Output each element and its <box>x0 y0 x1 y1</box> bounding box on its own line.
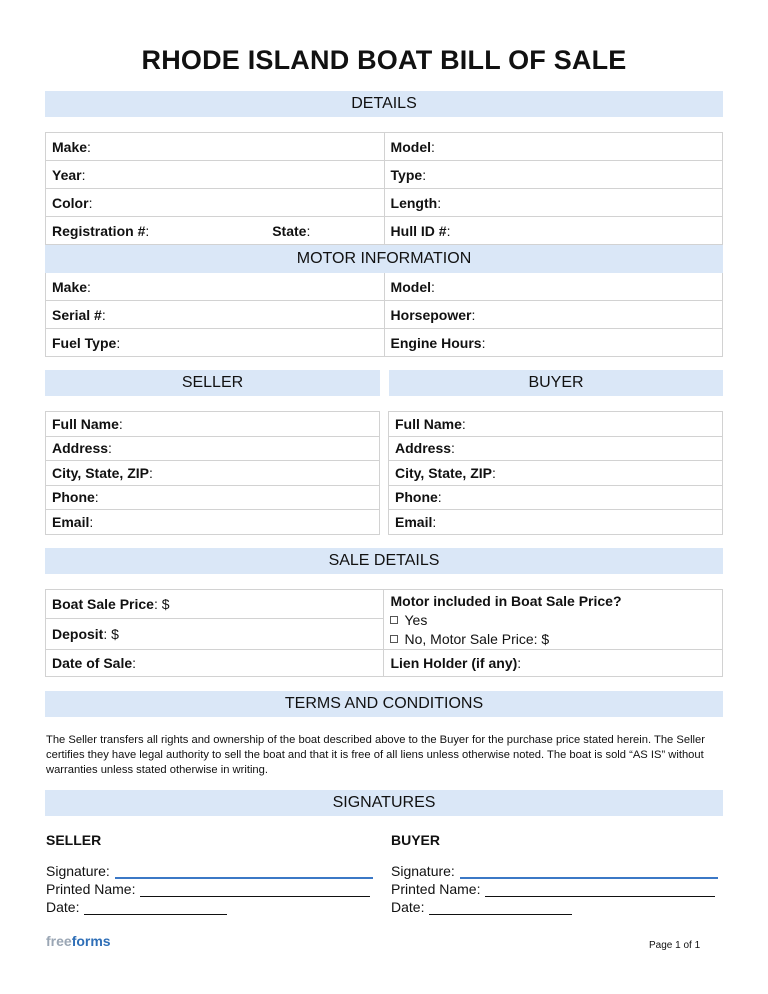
motor-included-label: Motor included in Boat Sale Price? <box>390 593 622 609</box>
seller-full-name-field[interactable]: Full Name: <box>46 412 380 437</box>
buyer-date-row: Date: <box>391 899 572 915</box>
section-seller <box>45 370 380 396</box>
seller-printed-row: Printed Name: <box>46 881 370 897</box>
section-buyer <box>389 370 723 396</box>
signature-seller-heading: SELLER <box>46 832 102 848</box>
buyer-full-name-field[interactable]: Full Name: <box>389 412 723 437</box>
motor-model-field[interactable]: Model: <box>384 273 722 301</box>
buyer-printed-row: Printed Name: <box>391 881 715 897</box>
page-title: RHODE ISLAND BOAT BILL OF SALE <box>141 45 627 75</box>
motor-fuel-field[interactable]: Fuel Type: <box>46 329 385 357</box>
buyer-address-field[interactable]: Address: <box>389 436 723 461</box>
seller-date-row: Date: <box>46 899 227 915</box>
sale-date-field[interactable]: Date of Sale: <box>46 650 384 677</box>
seller-signature-row: Signature: <box>46 863 373 879</box>
seller-address-field[interactable]: Address: <box>46 436 380 461</box>
buyer-date-line[interactable] <box>429 901 572 915</box>
terms-text: The Seller transfers all rights and ownership of the boat described above to the Buyer for the purchase price stated herein. The Seller certifies they have legal authority to sell the boat and that it is free of all liens unless otherwise noted. The boat is sold “AS IS” without warranties unless stated otherwise in writing. <box>46 734 705 776</box>
section-signatures-label: SIGNATURES <box>332 794 436 811</box>
details-length-field[interactable]: Length: <box>384 189 722 217</box>
buyer-signature-row: Signature: <box>391 863 718 879</box>
freeforms-logo: freeforms <box>46 933 111 949</box>
motor-horsepower-field[interactable]: Horsepower: <box>384 301 722 329</box>
details-state-field[interactable]: State: <box>266 217 384 245</box>
motor-serial-field[interactable]: Serial #: <box>46 301 385 329</box>
buyer-phone-field[interactable]: Phone: <box>389 485 723 510</box>
seller-phone-field[interactable]: Phone: <box>46 485 380 510</box>
seller-date-line[interactable] <box>84 901 227 915</box>
section-buyer-label: BUYER <box>528 374 584 391</box>
details-table <box>45 132 723 357</box>
motor-included-block <box>384 590 723 650</box>
option-no[interactable]: No, Motor Sale Price: $ <box>390 630 716 649</box>
section-signatures <box>45 790 723 816</box>
seller-signature-line[interactable] <box>115 865 373 879</box>
sale-price-field[interactable]: Boat Sale Price: $ <box>46 590 384 619</box>
details-color-field[interactable]: Color: <box>46 189 385 217</box>
seller-printed-line[interactable] <box>140 883 370 897</box>
details-year-field[interactable]: Year: <box>46 161 385 189</box>
buyer-city-field[interactable]: City, State, ZIP: <box>389 461 723 486</box>
seller-city-field[interactable]: City, State, ZIP: <box>46 461 380 486</box>
buyer-printed-line[interactable] <box>485 883 715 897</box>
checkbox-no-icon[interactable] <box>390 635 398 643</box>
sale-table <box>45 589 723 677</box>
motor-make-field[interactable]: Make: <box>46 273 385 301</box>
section-motor: MOTOR INFORMATION <box>46 245 723 273</box>
signature-buyer-heading: BUYER <box>391 832 441 848</box>
sale-deposit-field[interactable]: Deposit: $ <box>46 619 384 650</box>
checkbox-yes-icon[interactable] <box>390 616 398 624</box>
motor-hours-field[interactable]: Engine Hours: <box>384 329 722 357</box>
buyer-signature-line[interactable] <box>460 865 718 879</box>
page-number: Page 1 of 1 <box>649 940 701 951</box>
section-details-label: DETAILS <box>351 95 417 112</box>
details-registration-field[interactable]: Registration #: <box>46 217 267 245</box>
buyer-table <box>388 411 723 535</box>
section-terms <box>45 691 723 717</box>
buyer-email-field[interactable]: Email: <box>389 510 723 535</box>
section-sale <box>45 548 723 574</box>
seller-table <box>45 411 380 535</box>
section-details <box>45 91 723 117</box>
section-terms-label: TERMS AND CONDITIONS <box>284 695 484 712</box>
lien-holder-field[interactable]: Lien Holder (if any): <box>384 650 723 677</box>
details-model-field[interactable]: Model: <box>384 133 722 161</box>
option-yes[interactable]: Yes <box>390 611 716 630</box>
section-seller-label: SELLER <box>181 374 244 391</box>
details-hull-field[interactable]: Hull ID #: <box>384 217 722 245</box>
details-make-field[interactable]: Make: <box>46 133 385 161</box>
section-sale-label: SALE DETAILS <box>328 552 440 569</box>
seller-email-field[interactable]: Email: <box>46 510 380 535</box>
details-type-field[interactable]: Type: <box>384 161 722 189</box>
